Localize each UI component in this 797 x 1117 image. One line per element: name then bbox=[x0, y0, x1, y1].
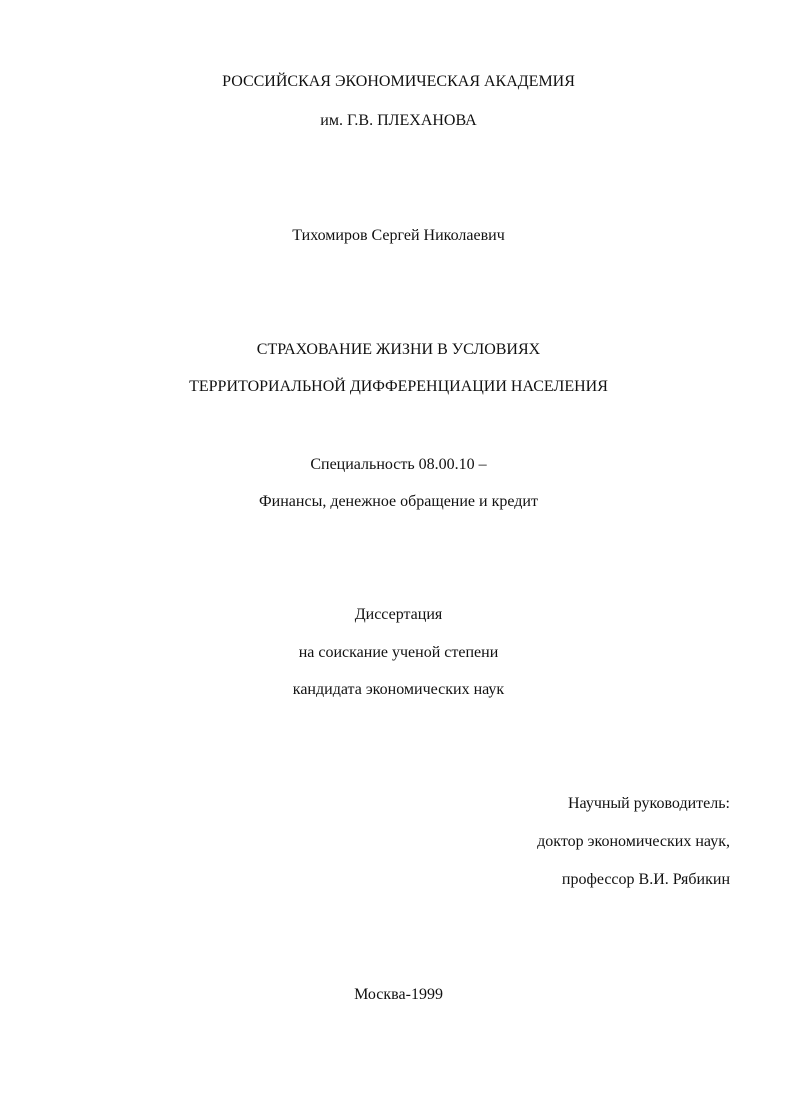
supervisor-name: профессор В.И. Рябикин bbox=[561, 871, 730, 888]
work-type: Диссертация bbox=[354, 606, 443, 623]
supervisor-degree: доктор экономических наук, bbox=[537, 833, 730, 850]
supervisor-label: Научный руководитель: bbox=[567, 795, 730, 812]
city-year: Москва-1999 bbox=[354, 986, 443, 1003]
author-name: Тихомиров Сергей Николаевич bbox=[292, 227, 505, 244]
institution-named-after: им. Г.В. ПЛЕХАНОВА bbox=[320, 112, 477, 129]
dissertation-title-line-2: ТЕРРИТОРИАЛЬНОЙ ДИФФЕРЕНЦИАЦИИ НАСЕЛЕНИЯ bbox=[189, 378, 608, 395]
institution-name: РОССИЙСКАЯ ЭКОНОМИЧЕСКАЯ АКАДЕМИЯ bbox=[222, 73, 575, 90]
work-type-degree: на соискание ученой степени bbox=[298, 644, 499, 661]
specialty-code: Специальность 08.00.10 – bbox=[310, 456, 487, 473]
work-type-field: кандидата экономических наук bbox=[292, 681, 505, 698]
specialty-name: Финансы, денежное обращение и кредит bbox=[259, 493, 538, 510]
dissertation-title-line-1: СТРАХОВАНИЕ ЖИЗНИ В УСЛОВИЯХ bbox=[256, 341, 541, 358]
